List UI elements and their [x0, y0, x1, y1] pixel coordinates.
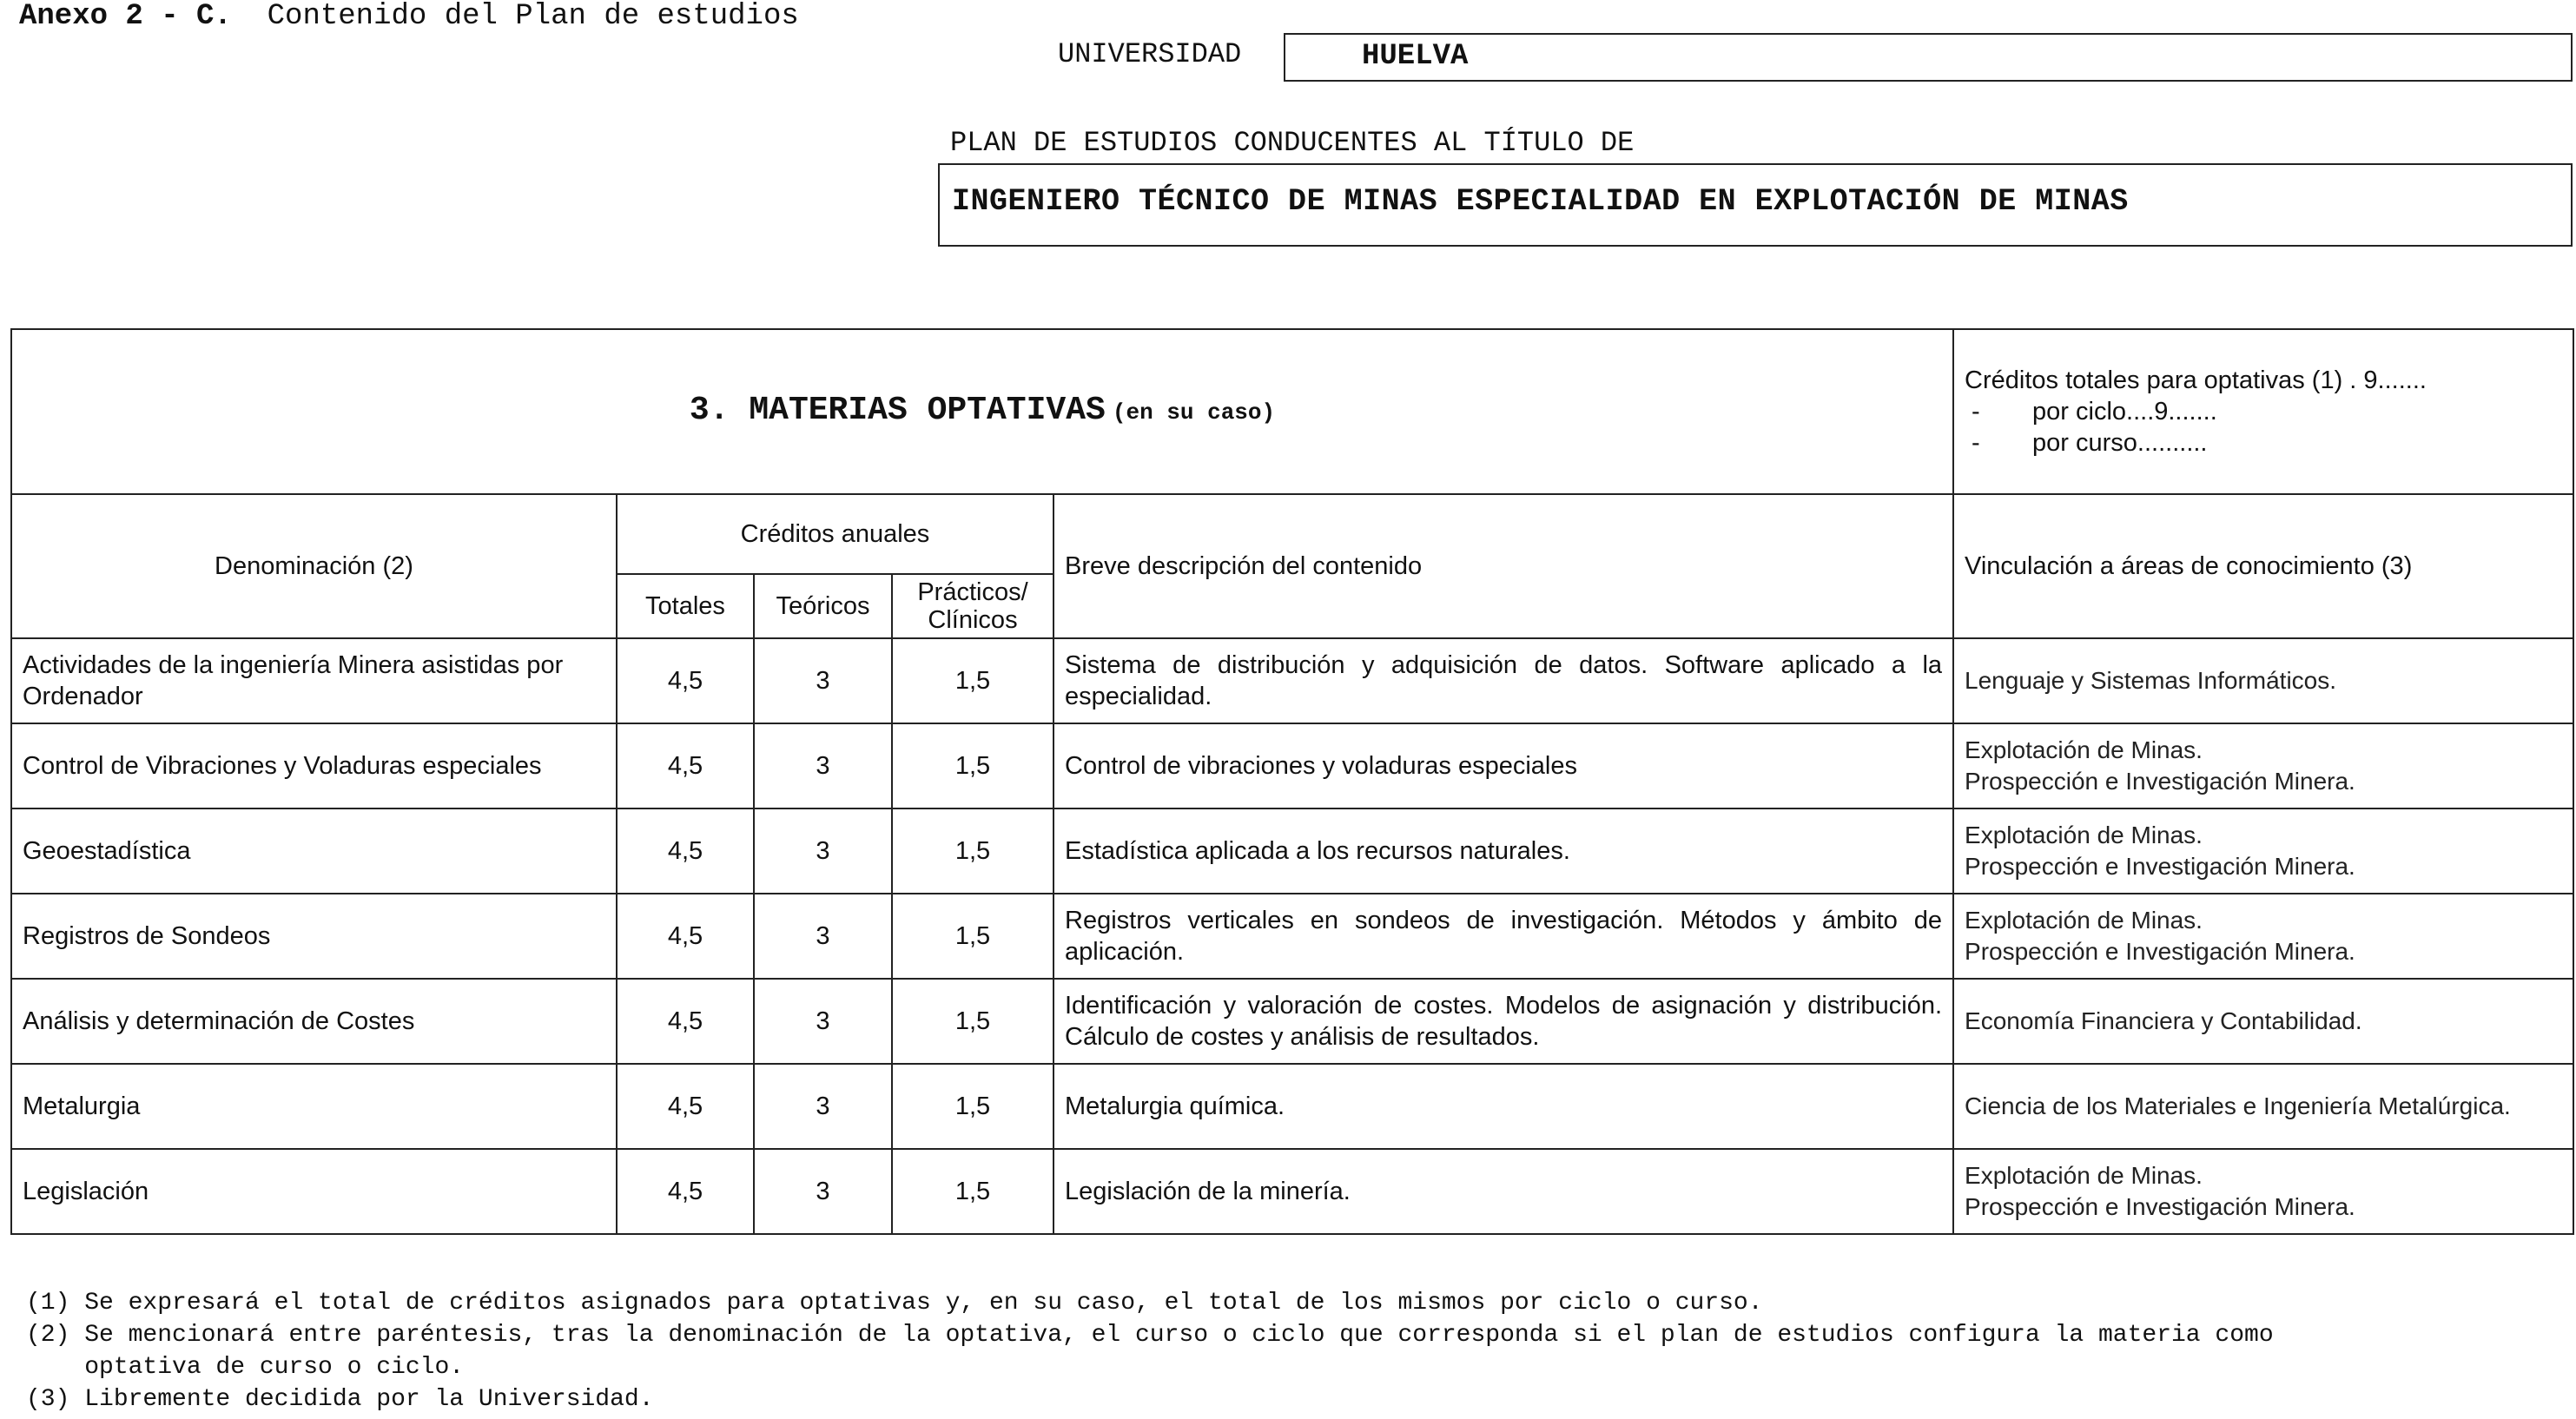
subject-name: Control de Vibraciones y Voladuras especiales [11, 723, 617, 808]
credits-practical: 1,5 [892, 638, 1054, 723]
knowledge-area [1953, 723, 2573, 808]
credits-totals: 4,5 [617, 638, 754, 723]
subject-name: Legislación [11, 1149, 617, 1234]
knowledge-area [1953, 638, 2573, 723]
header-row-1 [11, 494, 2573, 574]
annex-title: Contenido del Plan de estudios [267, 0, 799, 33]
degree-title-box [938, 163, 2573, 247]
knowledge-area [1953, 1064, 2573, 1149]
table-row [11, 723, 2573, 808]
subject-description: Control de vibraciones y voladuras especiales [1054, 723, 1953, 808]
credits-total: Créditos totales para optativas (1) . 9....... [1965, 366, 2427, 394]
credits-theoretical: 3 [754, 979, 892, 1064]
credits-totals: 4,5 [617, 808, 754, 894]
header-theoretical: Teóricos [754, 574, 892, 638]
knowledge-area-line-1: Ciencia de los Materiales e Ingeniería Metalúrgica. [1965, 1092, 2511, 1119]
plan-label: PLAN DE ESTUDIOS CONDUCENTES AL TÍTULO DE [950, 127, 1635, 159]
footnote-2-continued: optativa de curso o ciclo. [26, 1354, 465, 1381]
credits-theoretical: 3 [754, 723, 892, 808]
table-row [11, 979, 2573, 1064]
credits-per-cycle: por ciclo....9....... [2032, 398, 2217, 426]
knowledge-area-line-1: Explotación de Minas. [1965, 1162, 2203, 1189]
table-row [11, 638, 2573, 723]
knowledge-area-line-2: Prospección e Investigación Minera. [1965, 938, 2355, 965]
knowledge-area-line-1: Lenguaje y Sistemas Informáticos. [1965, 667, 2337, 694]
credits-totals: 4,5 [617, 1149, 754, 1234]
credits-totals: 4,5 [617, 723, 754, 808]
subject-name: Análisis y determinación de Costes [11, 979, 617, 1064]
optional-subjects-table [10, 328, 2574, 1235]
annex-heading [19, 0, 799, 33]
table-row [11, 894, 2573, 979]
header-totals: Totales [617, 574, 754, 638]
subject-description: Identificación y valoración de costes. Modelos de asignación y distribución. Cálculo de costes y análisis de resultados. [1054, 979, 1953, 1064]
table-row [11, 808, 2573, 894]
header-description: Breve descripción del contenido [1054, 494, 1953, 638]
degree-title: INGENIERO TÉCNICO DE MINAS ESPECIALIDAD EN EXPLOTACIÓN DE MINAS [952, 184, 2129, 219]
header-practical: Prácticos/ Clínicos [892, 574, 1054, 638]
university-value: HUELVA [1362, 40, 1469, 73]
knowledge-area-line-1: Explotación de Minas. [1965, 736, 2203, 763]
subject-name: Actividades de la ingeniería Minera asistidas por Ordenador [11, 638, 617, 723]
header-annual-credits: Créditos anuales [617, 494, 1054, 574]
subject-name: Registros de Sondeos [11, 894, 617, 979]
total-credits-cell: Créditos totales para optativas (1) . 9....... - por ciclo....9....... - por curso.......... [1953, 329, 2573, 494]
knowledge-area-line-2: Prospección e Investigación Minera. [1965, 853, 2355, 880]
table-row [11, 1149, 2573, 1234]
credits-totals: 4,5 [617, 1064, 754, 1149]
credits-practical: 1,5 [892, 894, 1054, 979]
subject-name: Metalurgia [11, 1064, 617, 1149]
table-body [11, 638, 2573, 1234]
section-title-cell [11, 329, 1953, 494]
credits-practical: 1,5 [892, 1149, 1054, 1234]
section-title: 3. MATERIAS OPTATIVAS [689, 392, 1106, 429]
credits-per-course: por curso.......... [2032, 429, 2208, 457]
credits-totals: 4,5 [617, 979, 754, 1064]
header-denomination: Denominación (2) [11, 494, 617, 638]
footnotes [26, 1287, 2274, 1416]
university-label: UNIVERSIDAD [1058, 38, 1242, 70]
footnote-3: (3) Libremente decidida por la Universidad. [26, 1386, 654, 1413]
subject-description: Legislación de la minería. [1054, 1149, 1953, 1234]
credits-totals: 4,5 [617, 894, 754, 979]
university-box [1284, 33, 2573, 82]
knowledge-area-line-2: Prospección e Investigación Minera. [1965, 1193, 2355, 1220]
knowledge-area [1953, 894, 2573, 979]
knowledge-area-line-1: Explotación de Minas. [1965, 822, 2203, 848]
knowledge-area [1953, 808, 2573, 894]
knowledge-area [1953, 979, 2573, 1064]
section-subtitle: (en su caso) [1112, 399, 1276, 426]
knowledge-area-line-1: Economía Financiera y Contabilidad. [1965, 1007, 2362, 1034]
section-header-row [11, 329, 2573, 494]
annex-number: Anexo 2 - C. [19, 0, 232, 33]
credits-practical: 1,5 [892, 808, 1054, 894]
credits-theoretical: 3 [754, 808, 892, 894]
credits-practical: 1,5 [892, 1064, 1054, 1149]
footnote-1: (1) Se expresará el total de créditos asignados para optativas y, en su caso, el total de los mismos por ciclo o curso. [26, 1290, 1763, 1317]
subject-name: Geoestadística [11, 808, 617, 894]
header-areas: Vinculación a áreas de conocimiento (3) [1953, 494, 2573, 638]
subject-description: Registros verticales en sondeos de investigación. Métodos y ámbito de aplicación. [1054, 894, 1953, 979]
credits-practical: 1,5 [892, 723, 1054, 808]
knowledge-area-line-1: Explotación de Minas. [1965, 907, 2203, 934]
knowledge-area-line-2: Prospección e Investigación Minera. [1965, 768, 2355, 795]
credits-theoretical: 3 [754, 1064, 892, 1149]
credits-theoretical: 3 [754, 894, 892, 979]
table-row [11, 1064, 2573, 1149]
subject-description: Sistema de distribución y adquisición de datos. Software aplicado a la especialidad. [1054, 638, 1953, 723]
knowledge-area [1953, 1149, 2573, 1234]
subject-description: Metalurgia química. [1054, 1064, 1953, 1149]
credits-practical: 1,5 [892, 979, 1054, 1064]
subject-description: Estadística aplicada a los recursos naturales. [1054, 808, 1953, 894]
footnote-2: (2) Se mencionará entre paréntesis, tras la denominación de la optativa, el curso o ciclo que corresponda si el plan de estudios configura la materia como [26, 1322, 2274, 1349]
credits-theoretical: 3 [754, 1149, 892, 1234]
credits-theoretical: 3 [754, 638, 892, 723]
